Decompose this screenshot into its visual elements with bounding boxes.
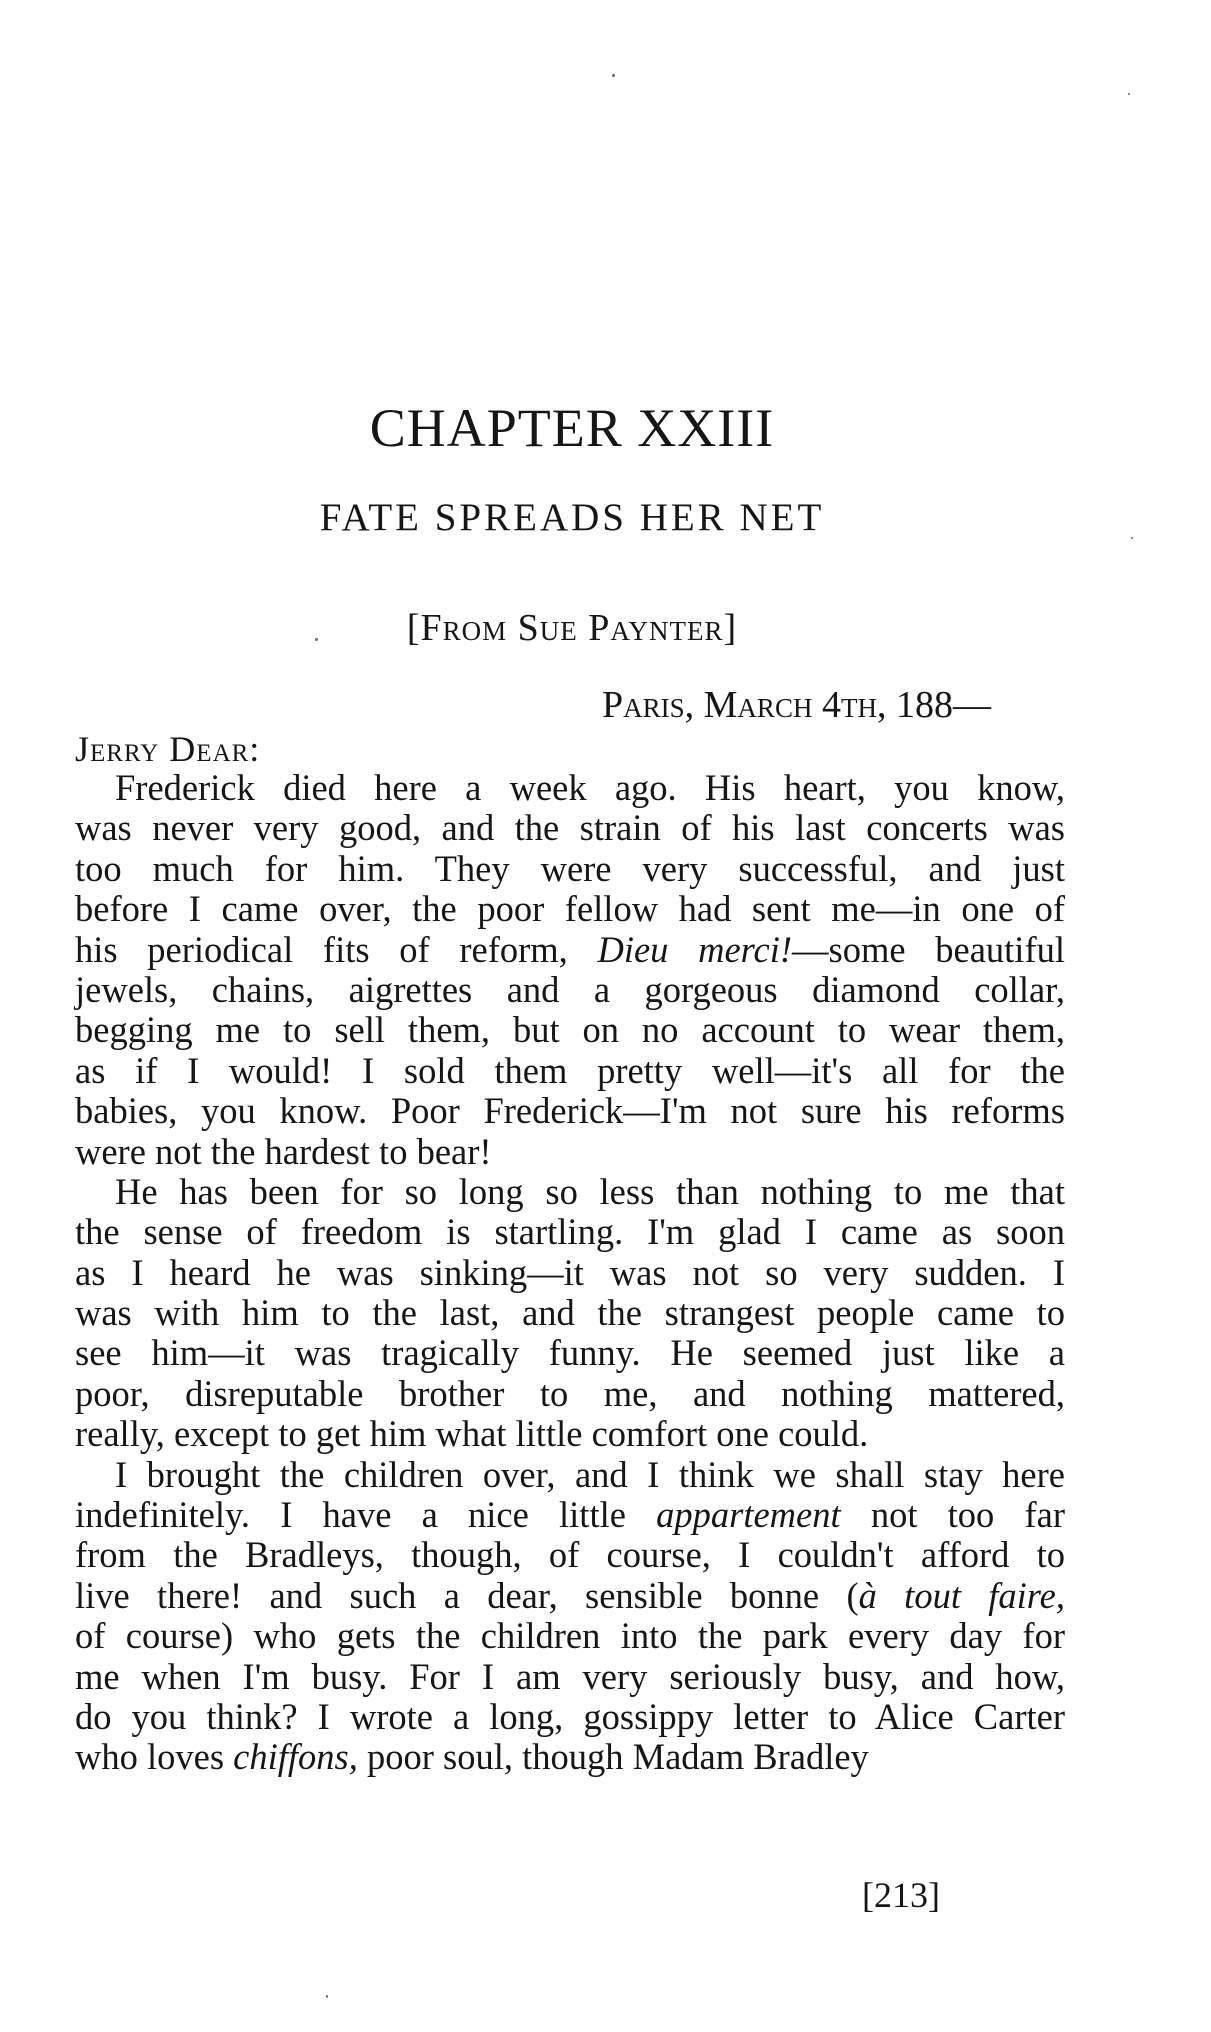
letter-salutation: Jerry Dear: <box>75 729 261 769</box>
letter-paragraph <box>75 768 1065 1172</box>
italic-phrase: chiffons, <box>233 1736 358 1778</box>
letter-dateline: Paris, March 4th, 188— <box>602 684 991 726</box>
italic-phrase: appartement <box>656 1494 841 1536</box>
chapter-number: CHAPTER XXIII <box>369 398 775 458</box>
paper-speck <box>612 74 615 77</box>
text-line: He has been for so long so less than nothing to me that <box>115 1170 1065 1212</box>
paper-speck <box>326 1995 328 1998</box>
text-line: as if I would! I sold them pretty well—it's all for the <box>75 1049 1065 1091</box>
text-line: see him—it was tragically funny. He seemed just like a <box>75 1332 1065 1374</box>
italic-phrase: Dieu merci! <box>597 928 793 970</box>
chapter-title: FATE SPREADS HER NET <box>319 496 825 539</box>
text-line: who loves chiffons, poor soul, though Madam Bradley <box>75 1736 869 1778</box>
text-line: the sense of freedom is startling. I'm glad I came as soon <box>75 1211 1065 1253</box>
page-number: [213] <box>862 1875 940 1915</box>
text-line: begging me to sell them, but on no account to wear them, <box>75 1009 1065 1051</box>
text-line: before I came over, the poor fellow had sent me—in one of <box>75 888 1065 930</box>
text-line: really, except to get him what little comfort one could. <box>75 1413 869 1455</box>
text-line: was with him to the last, and the strangest people came to <box>75 1292 1065 1334</box>
letter-body <box>75 768 1065 1778</box>
text-line: I brought the children over, and I think we shall stay here <box>115 1453 1065 1495</box>
text-line: too much for him. They were very successful, and just <box>75 847 1065 889</box>
text-line: as I heard he was sinking—it was not so very sudden. I <box>75 1251 1065 1293</box>
text-line: was never very good, and the strain of his last concerts was <box>75 807 1065 849</box>
text-line: jewels, chains, aigrettes and a gorgeous diamond collar, <box>75 968 1065 1010</box>
letter-attribution: [From Sue Paynter] <box>406 607 738 649</box>
letter-paragraph <box>75 1172 1065 1455</box>
italic-phrase: à tout faire, <box>858 1574 1065 1616</box>
text-line: babies, you know. Poor Frederick—I'm not sure his reforms <box>75 1090 1065 1132</box>
text-line: were not the hardest to bear! <box>75 1130 492 1172</box>
text-line: live there! and such a dear, sensible bonne (à tout faire, <box>75 1574 1065 1616</box>
text-line: poor, disreputable brother to me, and nothing mattered, <box>75 1372 1065 1414</box>
text-line: from the Bradleys, though, of course, I couldn't afford to <box>75 1534 1065 1576</box>
text-line: his periodical fits of reform, Dieu merci!—some beautiful <box>75 928 1065 970</box>
text-line: me when I'm busy. For I am very seriously busy, and how, <box>75 1655 1065 1697</box>
text-line: Frederick died here a week ago. His heart, you know, <box>115 767 1065 808</box>
text-line: indefinitely. I have a nice little appartement not too far <box>75 1494 1065 1536</box>
paper-speck <box>1128 93 1130 95</box>
text-line: do you think? I wrote a long, gossippy letter to Alice Carter <box>75 1695 1065 1737</box>
text-line: of course) who gets the children into the park every day for <box>75 1615 1065 1657</box>
letter-paragraph <box>75 1455 1065 1778</box>
